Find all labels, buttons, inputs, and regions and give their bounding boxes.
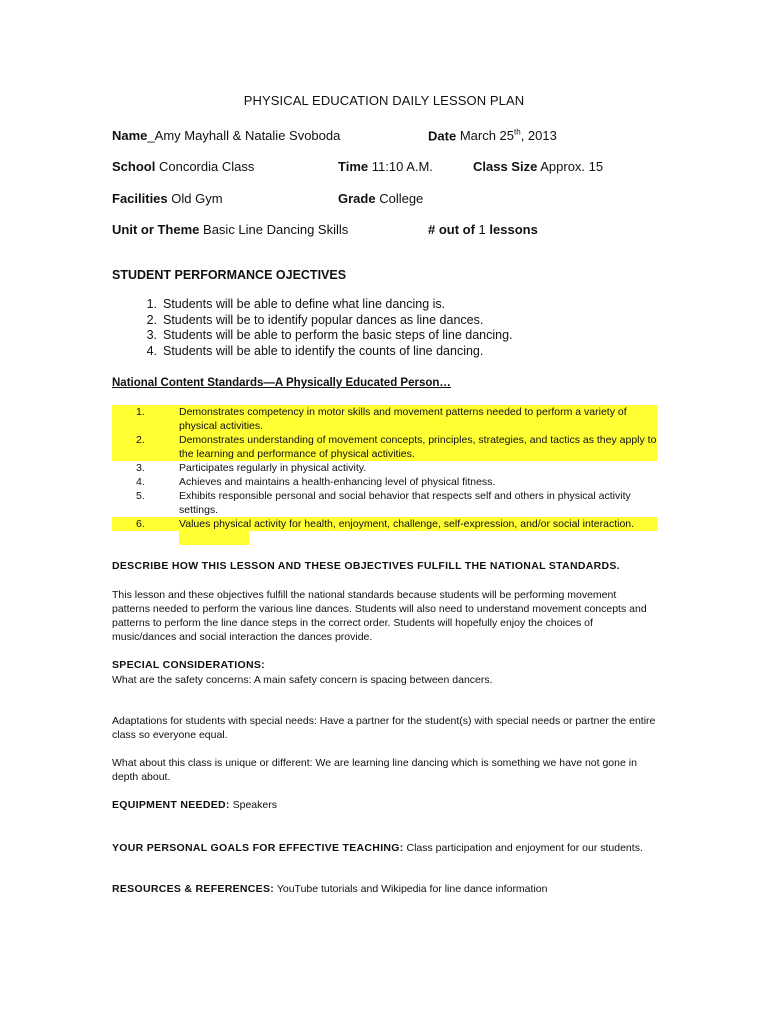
- school-value: Concordia Class: [158, 159, 255, 174]
- date-field: [428, 128, 557, 143]
- list-item: 4. Students will be able to identify the counts of line dancing.: [146, 343, 484, 358]
- unit-value: Basic Line Dancing Skills: [203, 222, 349, 237]
- facilities-label: Facilities: [112, 191, 168, 206]
- standards-heading: National Content Standards—A Physically Educated Person…: [112, 377, 451, 389]
- lessons-count: 1: [478, 222, 486, 237]
- lessons-field: [428, 222, 538, 237]
- grade-label: Grade: [338, 191, 376, 206]
- list-item: 1. Students will be able to define what line dancing is.: [146, 297, 446, 311]
- time-value: 11:10 A.M.: [371, 159, 433, 174]
- resources-value: YouTube tutorials and Wikipedia for line dance information: [274, 883, 548, 895]
- list-item: 3. Students will be able to perform the basic steps of line dancing.: [146, 328, 513, 342]
- describe-text: This lesson and these objectives fulfill the national standards because students will be performing movement patterns needed to perform the various line dances. Students will also need to understand movement concepts and patterns to perform the line dance steps in the correct order. Students will hopefully enjoy the choices of music/dances and social interaction the dances provide.: [112, 589, 647, 643]
- describe-heading: DESCRIBE HOW THIS LESSON AND THESE OBJECTIVES FULFILL THE NATIONAL STANDARDS.: [112, 560, 620, 572]
- class-size-label: Class Size: [473, 159, 538, 174]
- goals-value: Class participation and enjoyment for our students.: [403, 842, 643, 854]
- unit-field: [112, 222, 348, 237]
- special-heading: SPECIAL CONSIDERATIONS:: [112, 659, 265, 671]
- name-value: _Amy Mayhall & Natalie Svoboda: [147, 128, 341, 143]
- name-field: [112, 128, 340, 143]
- facilities-value: Old Gym: [171, 191, 223, 206]
- time-field: [338, 159, 433, 174]
- class-size-value: Approx. 15: [540, 159, 604, 174]
- resources-line: [112, 882, 657, 896]
- standard-item-3: 3. Participates regularly in physical activity.: [136, 462, 367, 474]
- standard-item-4: 4. Achieves and maintains a health-enhancing level of physical fitness.: [136, 476, 496, 488]
- lessons-label-suffix: lessons: [485, 222, 538, 237]
- date-value: March 25th, 2013: [459, 128, 557, 144]
- date-label: Date: [428, 128, 457, 144]
- school-field: [112, 159, 254, 174]
- standard-item-2: 2. Demonstrates understanding of movement concepts, principles, strategies, and tactics as they apply to the learning and performance of physical activities.: [112, 433, 657, 461]
- unique-text: What about this class is unique or different: We are learning line dancing which is something we have not gone in depth about.: [112, 757, 637, 783]
- safety-text: What are the safety concerns: A main safety concern is spacing between dancers.: [112, 674, 493, 686]
- equipment-label: EQUIPMENT NEEDED:: [112, 799, 230, 811]
- grade-value: College: [379, 191, 424, 206]
- equipment-line: [112, 798, 657, 812]
- unit-label: Unit or Theme: [112, 222, 200, 237]
- name-label: Name: [112, 128, 148, 143]
- goals-label: YOUR PERSONAL GOALS FOR EFFECTIVE TEACHING:: [112, 842, 404, 854]
- grade-field: [338, 191, 423, 206]
- resources-label: RESOURCES & REFERENCES:: [112, 883, 275, 895]
- lessons-label: # out of: [428, 222, 479, 237]
- list-item: 2. Students will be to identify popular dances as line dances.: [146, 312, 484, 327]
- goals-line: [112, 841, 657, 855]
- standard-item-6: 6. Values physical activity for health, enjoyment, challenge, self-expression, and/or social interaction.: [112, 517, 657, 545]
- class-size-field: [473, 159, 603, 174]
- standard-item-1: 1. Demonstrates competency in motor skills and movement patterns needed to perform a variety of physical activities.: [112, 405, 657, 433]
- facilities-field: [112, 191, 223, 206]
- standard-item-5: 5. Exhibits responsible personal and social behavior that respects self and others in physical activity settings.: [136, 490, 631, 516]
- time-label: Time: [338, 159, 369, 174]
- adaptations-text: Adaptations for students with special needs: Have a partner for the student(s) with special needs or partner the entire class so everyone equal.: [112, 715, 656, 741]
- objectives-list: [112, 297, 513, 359]
- equipment-value: Speakers: [229, 799, 277, 811]
- objectives-heading: STUDENT PERFORMANCE OJECTIVES: [112, 268, 347, 282]
- school-label: School: [112, 159, 156, 174]
- page-title: PHYSICAL EDUCATION DAILY LESSON PLAN: [243, 93, 525, 108]
